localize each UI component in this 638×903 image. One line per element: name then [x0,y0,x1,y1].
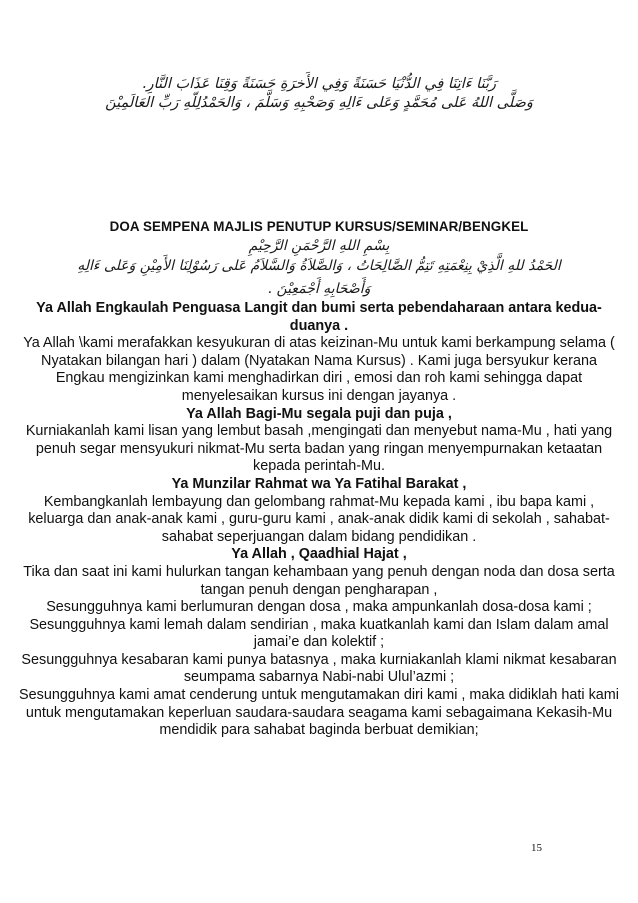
arabic-opening-line-2: وَصَلَّى اللهُ عَلى مُحَمَّدٍ وَعَلى ءَالِهِ وَصَحْبِهِ وَسَلَّمَ ، وَالحَمْدُلِلّهِ رَبِّ العَالَمِيْنَ [105,95,533,111]
prayer-body [18,300,620,740]
arabic-opening-line-1: رَبَّنَا ءَاتِنَا فِي الدُّنْيَا حَسَنَةً وَفِي الأَخرَةِ حَسَنَةً وَقِنَا عَذَابَ النَّارِ. [142,76,496,92]
paragraph: Tika dan saat ini kami hulurkan tangan kehambaan yang penuh dengan noda dan dosa serta tangan penuh dengan pengharapan , [23,563,615,598]
document-heading: DOA SEMPENA MAJLIS PENUTUP KURSUS/SEMINAR/BENGKEL [109,219,529,234]
paragraph: Sesungguhnya kesabaran kami punya batasnya , maka kurniakanlah klami nikmat kesabaran seumpama sabarnya Nabi-nabi Ulul’azmi ; [21,651,617,686]
arabic-bismillah: بِسْمِ اللهِ الرَّحْمَنِ الرَّحِيْمِ [248,238,390,254]
arabic-ending: وَأَصْحَابِهِ أَجْمَعِيْنَ . [267,281,371,297]
paragraph: Ya Allah Bagi-Mu segala puji dan puja , [186,405,452,422]
paragraph: Ya Munzilar Rahmat wa Ya Fatihal Barakat , [171,475,467,492]
paragraph: Sesungguhnya kami amat cenderung untuk mengutamakan diri kami , maka didiklah hati kami untuk mengutamakan keperluan saudara-saudara seagama kami sebagaimana Kekasih-Mu mendidik para sahabat baginda berbuat demikian; [19,687,619,739]
paragraph: Kembangkanlah lembayung dan gelombang rahmat-Mu kepada kami , ibu bapa kami , keluarga dan anak-anak kami , guru-guru kami , anak-anak didik kami di sekolah , sahabat-sahabat seperjuangan dalam bidang pendidikan . [28,493,610,545]
paragraph: Kurniakanlah kami lisan yang lembut basah ,mengingati dan menyebut nama-Mu , hati yang penuh segar mensyukuri nikmat-Mu serta badan yang ringan menyempurnakan ketaatan kepada perintah-Mu. [25,423,613,475]
paragraph: Ya Allah Engkaulah Penguasa Langit dan bumi serta pebendaharaan antara kedua-duanya . [36,300,602,334]
paragraph: Ya Allah , Qaadhial Hajat , [231,546,407,563]
arabic-hamd: الحَمْدُ للهِ الَّذِيْ بِنِعْمَتِهِ تَتِمُّ الصَّالِحَاتُ ، وَالصَّلاَةُ وَالسَّلاَمُ عَلى رَسُوْلِنَا الأَمِيْنِ وَعَلى ءَالِهِ [77,258,561,274]
paragraph: Ya Allah \kami merafakkan kesyukuran di atas keizinan-Mu untuk kami berkampung selama ( Nyatakan bilangan hari ) dalam (Nyatakan Nama Kursus) . Kami juga bersyukur kerana Engkau mengizinkan kami menghadirkan diri , emosi dan roh kami sehingga dapat menyelesaikan kursus ini dengan jayanya . [23,335,615,404]
paragraph: Sesungguhnya kami berlumuran dengan dosa , maka ampunkanlah dosa-dosa kami ; [46,599,592,616]
page-number: 15 [531,842,542,854]
paragraph: Sesungguhnya kami lemah dalam sendirian , maka kuatkanlah kami dan Islam dalam amal jamai’e dan kolektif ; [29,616,609,651]
